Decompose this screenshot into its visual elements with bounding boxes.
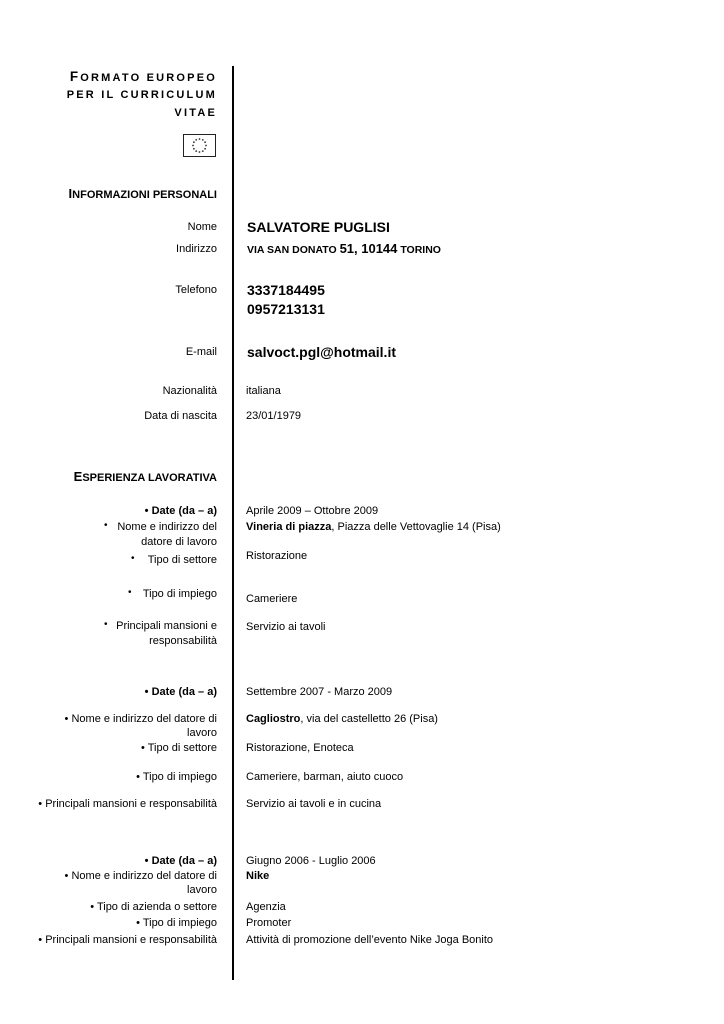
nazionalita-label: Nazionalità: [162, 385, 217, 397]
email-value: salvoct.pgl@hotmail.it: [247, 344, 397, 360]
job2-sector-label: • Tipo di settore: [140, 742, 217, 754]
job1-date-label: • Date (da – a): [144, 505, 217, 517]
job1-employer-label-2: datore di lavoro: [141, 536, 217, 548]
job1-duties-label-2: responsabilità: [149, 635, 217, 647]
nome-label: Nome: [187, 221, 217, 233]
nome-value: SALVATORE PUGLISI: [247, 219, 390, 235]
indirizzo-value: VIA SAN DONATO 51, 10144 TORINO: [247, 241, 441, 256]
column-divider: [232, 66, 234, 980]
job1-role-label: Tipo di impiego: [142, 588, 217, 600]
job1-date-value: Aprile 2009 – Ottobre 2009: [246, 505, 379, 517]
job3-role-label: • Tipo di impiego: [136, 917, 217, 929]
job1-sector-label: Tipo di settore: [147, 554, 217, 566]
job2-date-label: • Date (da – a): [144, 686, 217, 698]
telefono-value-2: 0957213131: [247, 301, 325, 317]
nascita-label: Data di nascita: [144, 410, 217, 422]
job3-date-value: Giugno 2006 - Luglio 2006: [246, 855, 376, 867]
job2-employer-value: Cagliostro, via del castelletto 26 (Pisa): [246, 713, 438, 725]
job1-role-value: Cameriere: [246, 593, 298, 605]
job1-duties-value: Servizio ai tavoli: [246, 621, 326, 633]
job1-duties-bullet: •: [104, 619, 108, 630]
job3-employer-value: Nike: [246, 870, 270, 882]
job2-role-value: Cameriere, barman, aiuto cuoco: [246, 771, 404, 783]
job2-employer-label-1: • Nome e indirizzo del datore di: [64, 713, 217, 725]
job1-sector-bullet: •: [131, 553, 135, 564]
telefono-label: Telefono: [175, 284, 217, 296]
job2-sector-value: Ristorazione, Enoteca: [246, 742, 354, 754]
cv-title-line-2: PER IL CURRICULUM: [66, 89, 217, 101]
job2-role-label: • Tipo di impiego: [136, 771, 217, 783]
job2-duties-value: Servizio ai tavoli e in cucina: [246, 798, 382, 810]
eu-flag-icon: [183, 134, 216, 157]
job1-sector-value: Ristorazione: [246, 550, 308, 562]
job1-employer-label-1: Nome e indirizzo del: [117, 521, 217, 533]
job3-sector-label: • Tipo di azienda o settore: [90, 901, 217, 913]
job3-employer-label-2: lavoro: [187, 884, 217, 896]
job3-sector-value: Agenzia: [246, 901, 286, 913]
telefono-value-1: 3337184495: [247, 282, 325, 298]
nascita-value: 23/01/1979: [246, 410, 302, 422]
job2-date-value: Settembre 2007 - Marzo 2009: [246, 686, 393, 698]
job3-duties-value: Attività di promozione dell’evento Nike Joga Bonito: [246, 934, 494, 946]
job3-role-value: Promoter: [246, 917, 292, 929]
job1-role-bullet: •: [128, 587, 132, 598]
job2-employer-label-2: lavoro: [187, 727, 217, 739]
section-heading-personal-info: INFORMAZIONI PERSONALI: [68, 186, 217, 201]
cv-title-line-3: VITAE: [174, 107, 217, 119]
section-heading-work-experience: ESPERIENZA LAVORATIVA: [73, 469, 217, 484]
job1-employer-bullet: •: [104, 520, 108, 531]
job1-duties-label-1: Principali mansioni e: [116, 620, 217, 632]
job3-date-label: • Date (da – a): [144, 855, 217, 867]
job2-duties-label: • Principali mansioni e responsabilità: [38, 798, 217, 810]
cv-title-line-1: FORMATO EUROPEO: [69, 69, 217, 84]
email-label: E-mail: [185, 346, 217, 358]
job3-employer-label-1: • Nome e indirizzo del datore di: [64, 870, 217, 882]
job3-duties-label: • Principali mansioni e responsabilità: [38, 934, 217, 946]
indirizzo-label: Indirizzo: [176, 243, 217, 255]
nazionalita-value: italiana: [246, 385, 281, 397]
job1-employer-value: Vineria di piazza, Piazza delle Vettovaglie 14 (Pisa): [246, 521, 501, 533]
